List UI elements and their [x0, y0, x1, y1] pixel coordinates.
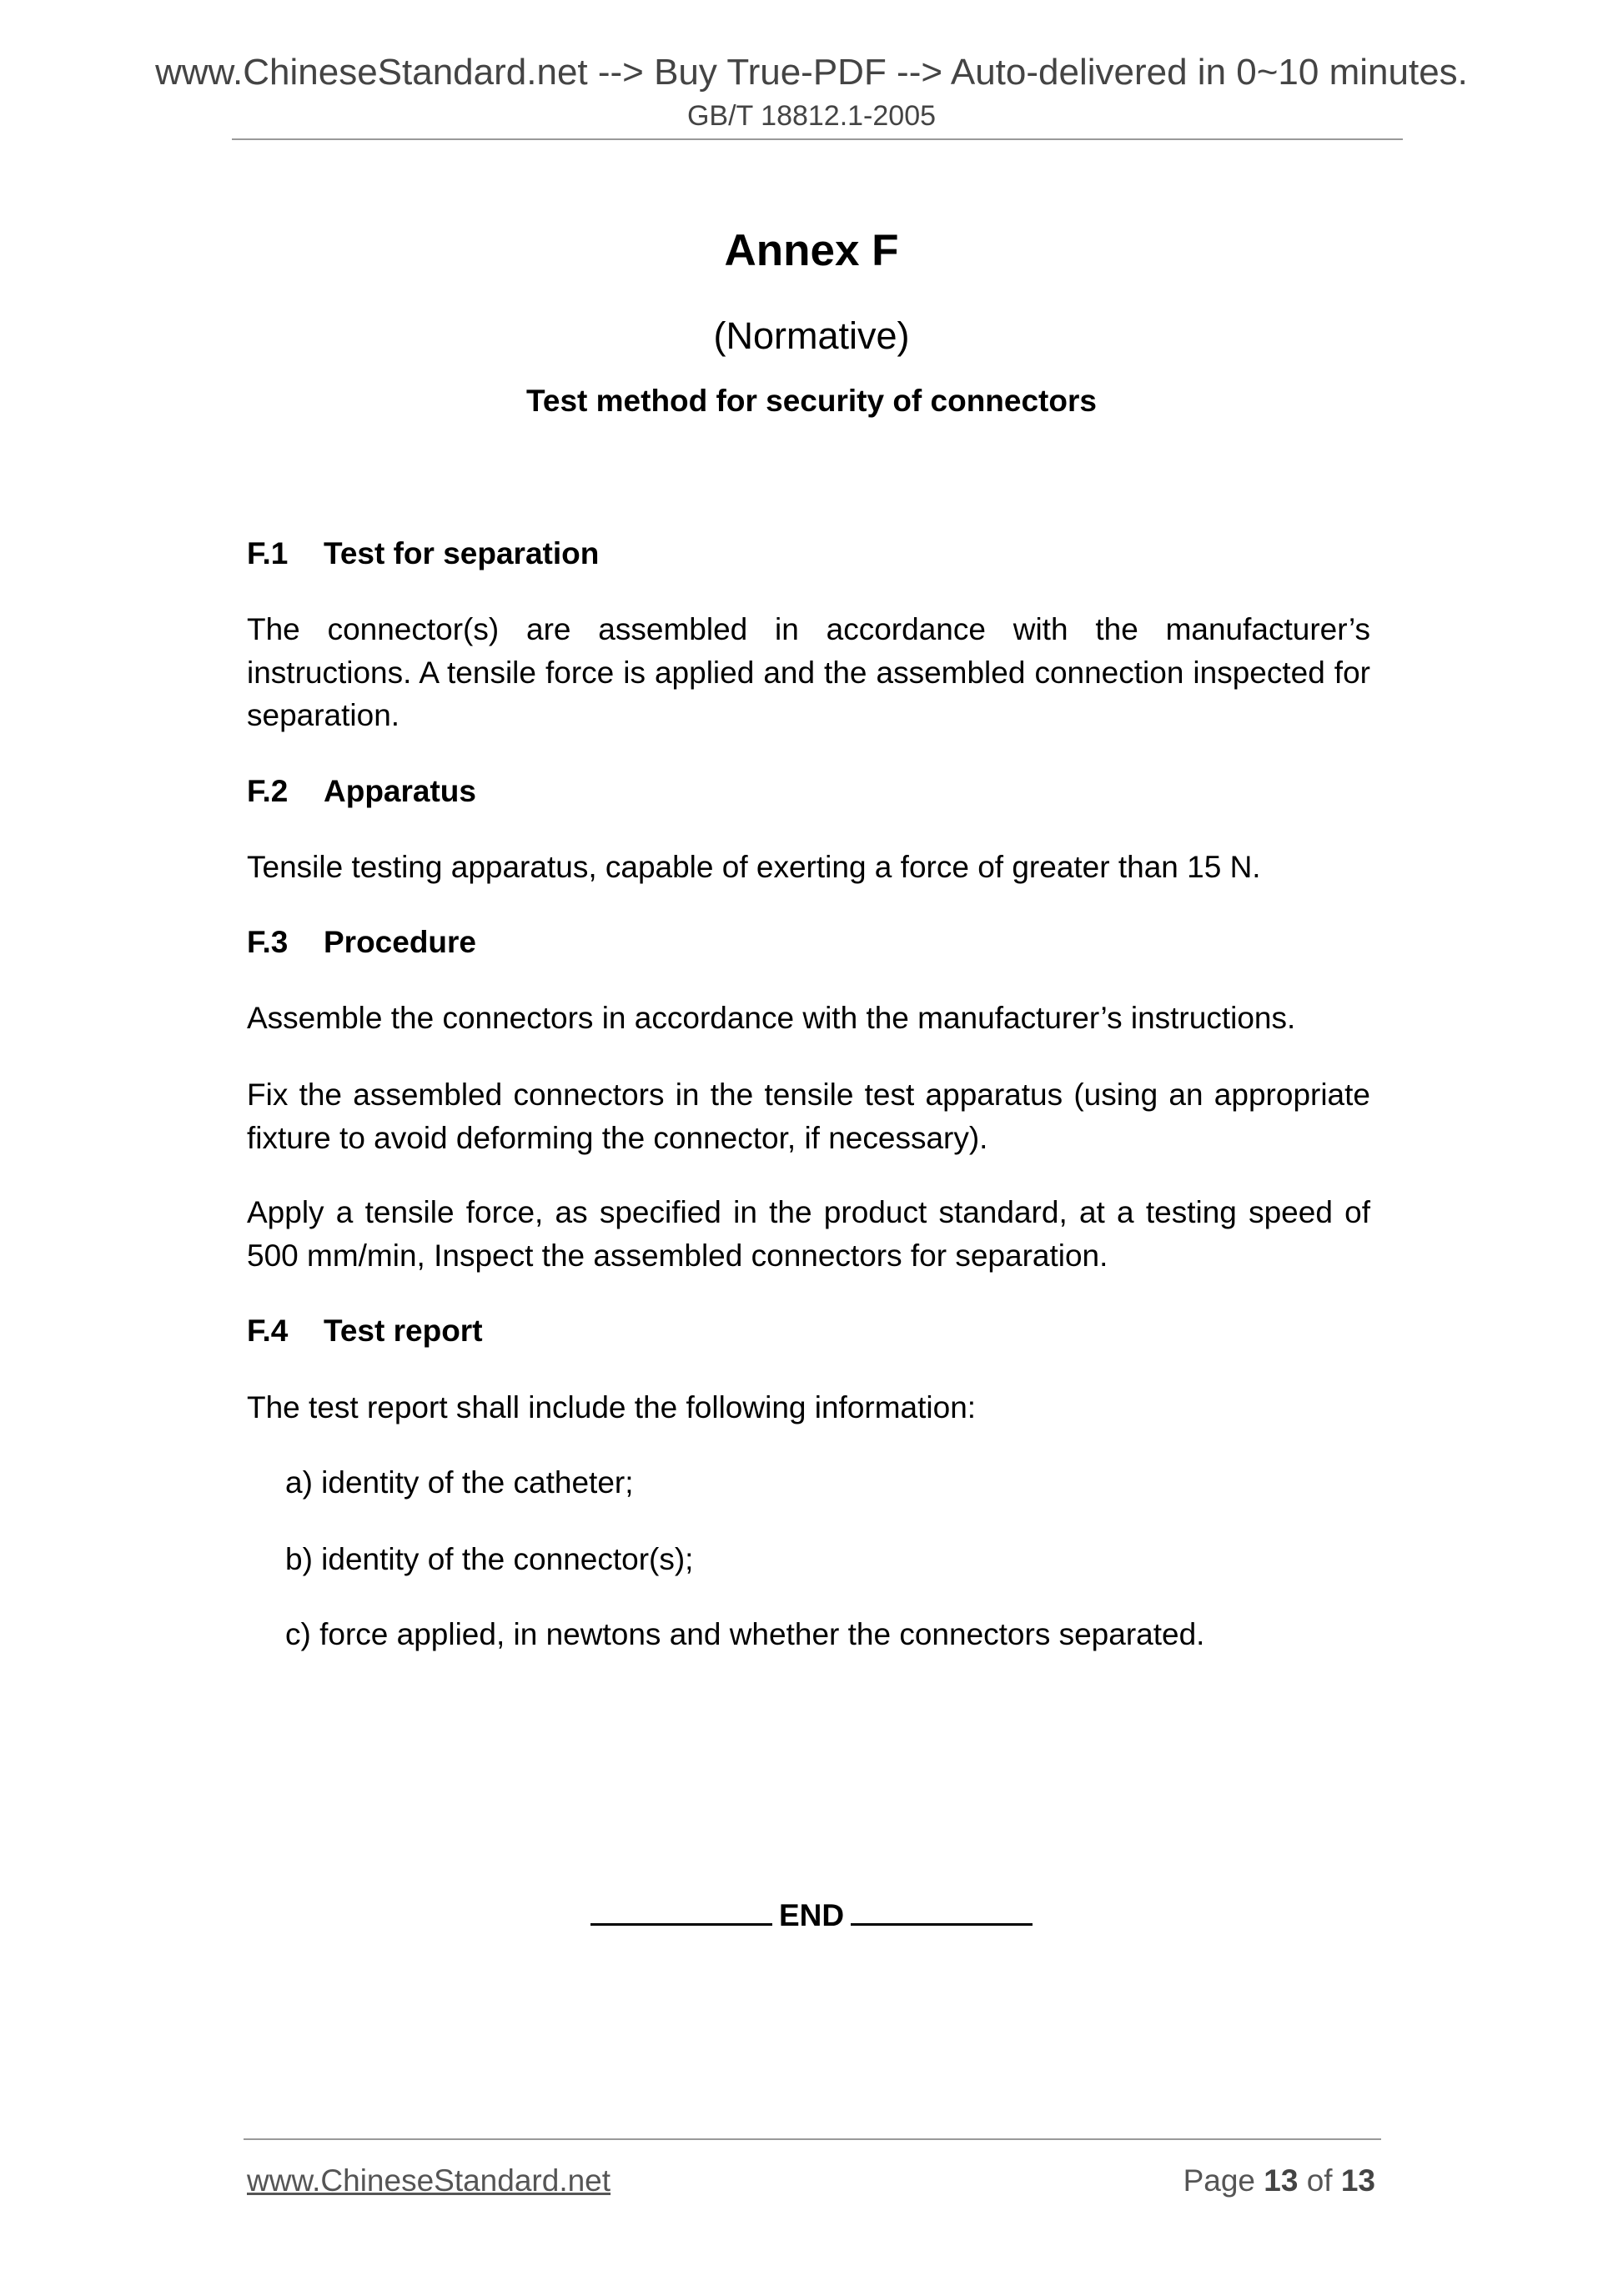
paragraph: Assemble the connectors in accordance with the manufacturer’s instructions. — [247, 1001, 1296, 1035]
section-heading-f2 — [247, 770, 476, 812]
banner-text: www.ChineseStandard.net --> Buy True-PDF --> Auto-delivered in 0~10 minutes. — [155, 52, 1468, 93]
annex-type: (Normative) — [713, 314, 910, 357]
standard-code: GB/T 18812.1-2005 — [686, 100, 937, 132]
end-rule-right — [851, 1893, 1033, 1926]
section-heading-f4 — [247, 1309, 483, 1352]
section-number: F.4 — [247, 1314, 289, 1348]
section-heading-f3 — [247, 921, 476, 963]
page-of: of — [1306, 2163, 1333, 2198]
footer-divider — [244, 2138, 1381, 2140]
end-rule-left — [590, 1893, 772, 1926]
paragraph: Apply a tensile force, as specified in the product standard, at a testing speed of 500 mm/min, Inspect the assembled connectors for separation. — [247, 1195, 1370, 1273]
paragraph: The test report shall include the following information: — [247, 1390, 977, 1424]
paragraph: Fix the assembled connectors in the tensile test apparatus (using an appropriate fixture to avoid deforming the connector, if necessary). — [247, 1078, 1370, 1155]
section-number: F.1 — [247, 536, 289, 570]
section-title: Apparatus — [324, 774, 476, 808]
end-marker — [0, 1893, 1623, 1937]
section-number: F.2 — [247, 774, 289, 808]
annex-subtitle: Test method for security of connectors — [526, 384, 1097, 418]
section-title: Test for separation — [324, 536, 600, 570]
list-item: c) force applied, in newtons and whether the connectors separated. — [285, 1617, 1205, 1651]
page-number — [1183, 2160, 1375, 2202]
list-item: b) identity of the connector(s); — [285, 1542, 694, 1576]
section-title: Procedure — [324, 925, 477, 959]
page-total: 13 — [1340, 2163, 1375, 2198]
header-divider — [232, 138, 1403, 140]
page-current: 13 — [1264, 2163, 1299, 2198]
paragraph: Tensile testing apparatus, capable of exerting a force of greater than 15 N. — [247, 850, 1261, 884]
annex-title: Annex F — [724, 226, 899, 275]
section-title: Test report — [324, 1314, 483, 1348]
page-prefix: Page — [1183, 2163, 1255, 2198]
list-item: a) identity of the catheter; — [285, 1465, 634, 1500]
section-heading-f1 — [247, 532, 599, 575]
footer-site-link[interactable]: www.ChineseStandard.net — [247, 2163, 611, 2198]
end-label: END — [778, 1898, 845, 1932]
paragraph: The connector(s) are assembled in accordance with the manufacturer’s instructions. A tensile force is applied and the assembled connection inspected for separation. — [247, 612, 1370, 732]
section-number: F.3 — [247, 925, 289, 959]
